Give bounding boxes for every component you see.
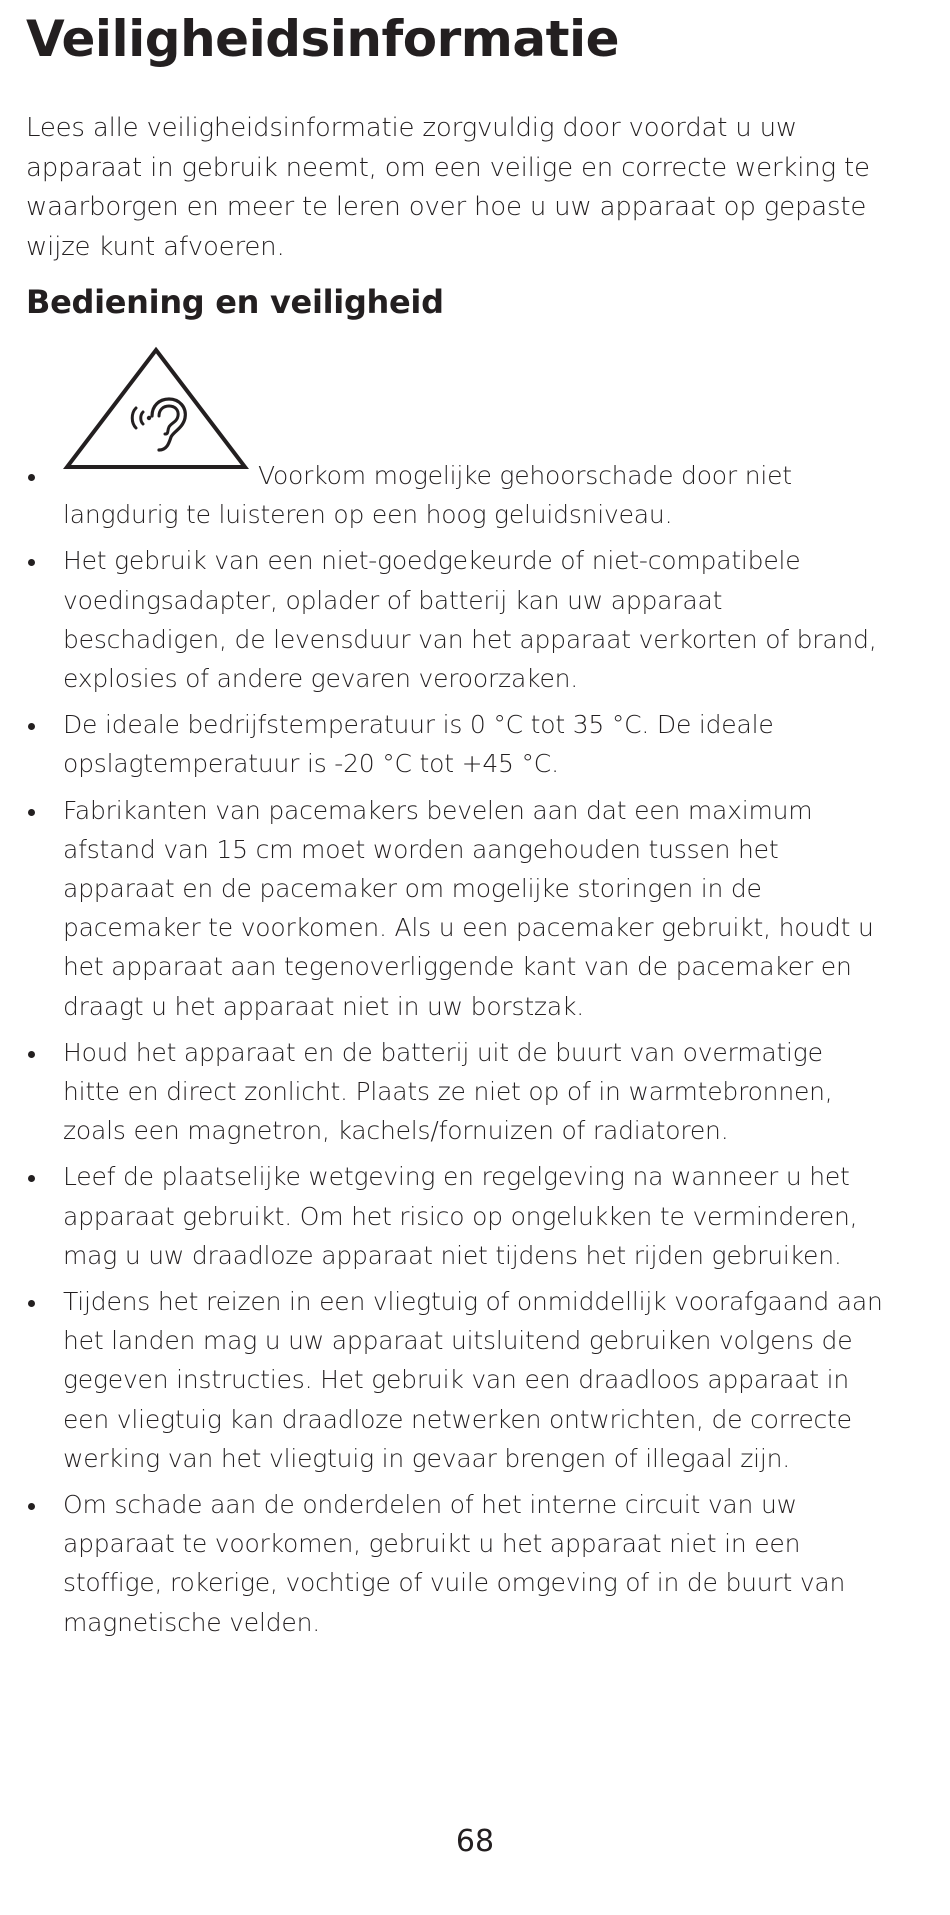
bullet-dot (28, 559, 35, 566)
list-item (26, 705, 886, 783)
bullet-dot (28, 809, 35, 816)
safety-bullet-list (26, 456, 886, 1649)
list-item (26, 1157, 886, 1275)
bullet-dot (28, 1503, 35, 1510)
list-item-text: De ideale bedrijfstemperatuur is 0 °C tot 35 °C. De ideale opslagtemperatuur is -20 °C tot +45 °C. (63, 710, 774, 779)
list-item-text: Leef de plaatselijke wetgeving en regelgeving na wanneer u het apparaat gebruikt. Om het risico op ongelukken te verminderen, mag u uw draadloze apparaat niet tijdens het rijden gebruiken. (63, 1162, 858, 1270)
list-item (26, 1485, 886, 1642)
list-item (26, 456, 886, 534)
hearing-damage-warning-icon (63, 346, 249, 471)
list-item-text: Fabrikanten van pacemakers bevelen aan dat een maximum afstand van 15 cm moet worden aangehouden tussen het apparaat en de pacemaker om mogelijke storingen in de pacemaker te voorkomen. Als u een pacemaker gebruikt, houdt u het apparaat aan tegenoverliggende kant van de pacemaker en draagt u het apparaat niet in uw borstzak. (63, 795, 874, 1021)
list-item-text: Om schade aan de onderdelen of het interne circuit van uw apparaat te voorkomen, gebruikt u het apparaat niet in een stoffige, rokerige, vochtige of vuile omgeving of in de buurt van magnetische velden. (63, 1490, 846, 1637)
list-item-text: Tijdens het reizen in een vliegtuig of onmiddellijk voorafgaand aan het landen mag u uw apparaat uitsluitend gebruiken volgens de gegeven instructies. Het gebruik van een draadloos apparaat in een vliegtuig kan draadloze netwerken ontwrichten, de correcte werking van het vliegtuig in gevaar brengen of illegaal zijn. (63, 1287, 883, 1473)
section-heading: Bediening en veiligheid (26, 283, 444, 321)
list-item (26, 541, 886, 698)
bullet-dot (28, 1300, 35, 1307)
page-number: 68 (455, 1824, 495, 1859)
list-item (26, 791, 886, 1026)
bullet-dot (28, 474, 35, 481)
list-item (26, 1282, 886, 1478)
bullet-dot (28, 1175, 35, 1182)
page-title: Veiligheidsinformatie (26, 10, 620, 68)
intro-paragraph: Lees alle veiligheidsinformatie zorgvuldig door voordat u uw apparaat in gebruik neemt, om een veilige en correcte werking te waarborgen en meer te leren over hoe u uw apparaat op gepaste wijze kunt afvoeren. (26, 113, 870, 262)
list-item-text: Houd het apparaat en de batterij uit de buurt van overmatige hitte en direct zonlicht. Plaats ze niet op of in warmtebronnen, zoals een magnetron, kachels/fornuizen of radiatoren. (63, 1037, 833, 1146)
list-item-text: Het gebruik van een niet-goedgekeurde of niet-compatibele voedingsadapter, oplader of batterij kan uw apparaat beschadigen, de levensduur van het apparaat verkorten of brand, explosies of andere gevaren veroorzaken. (63, 546, 877, 694)
bullet-dot (28, 1051, 35, 1058)
bullet-dot (28, 723, 35, 730)
list-item-text: Voorkom mogelijke gehoorschade door niet langdurig te luisteren op een hoog geluidsniveau. (63, 461, 792, 530)
list-item (26, 1033, 886, 1151)
